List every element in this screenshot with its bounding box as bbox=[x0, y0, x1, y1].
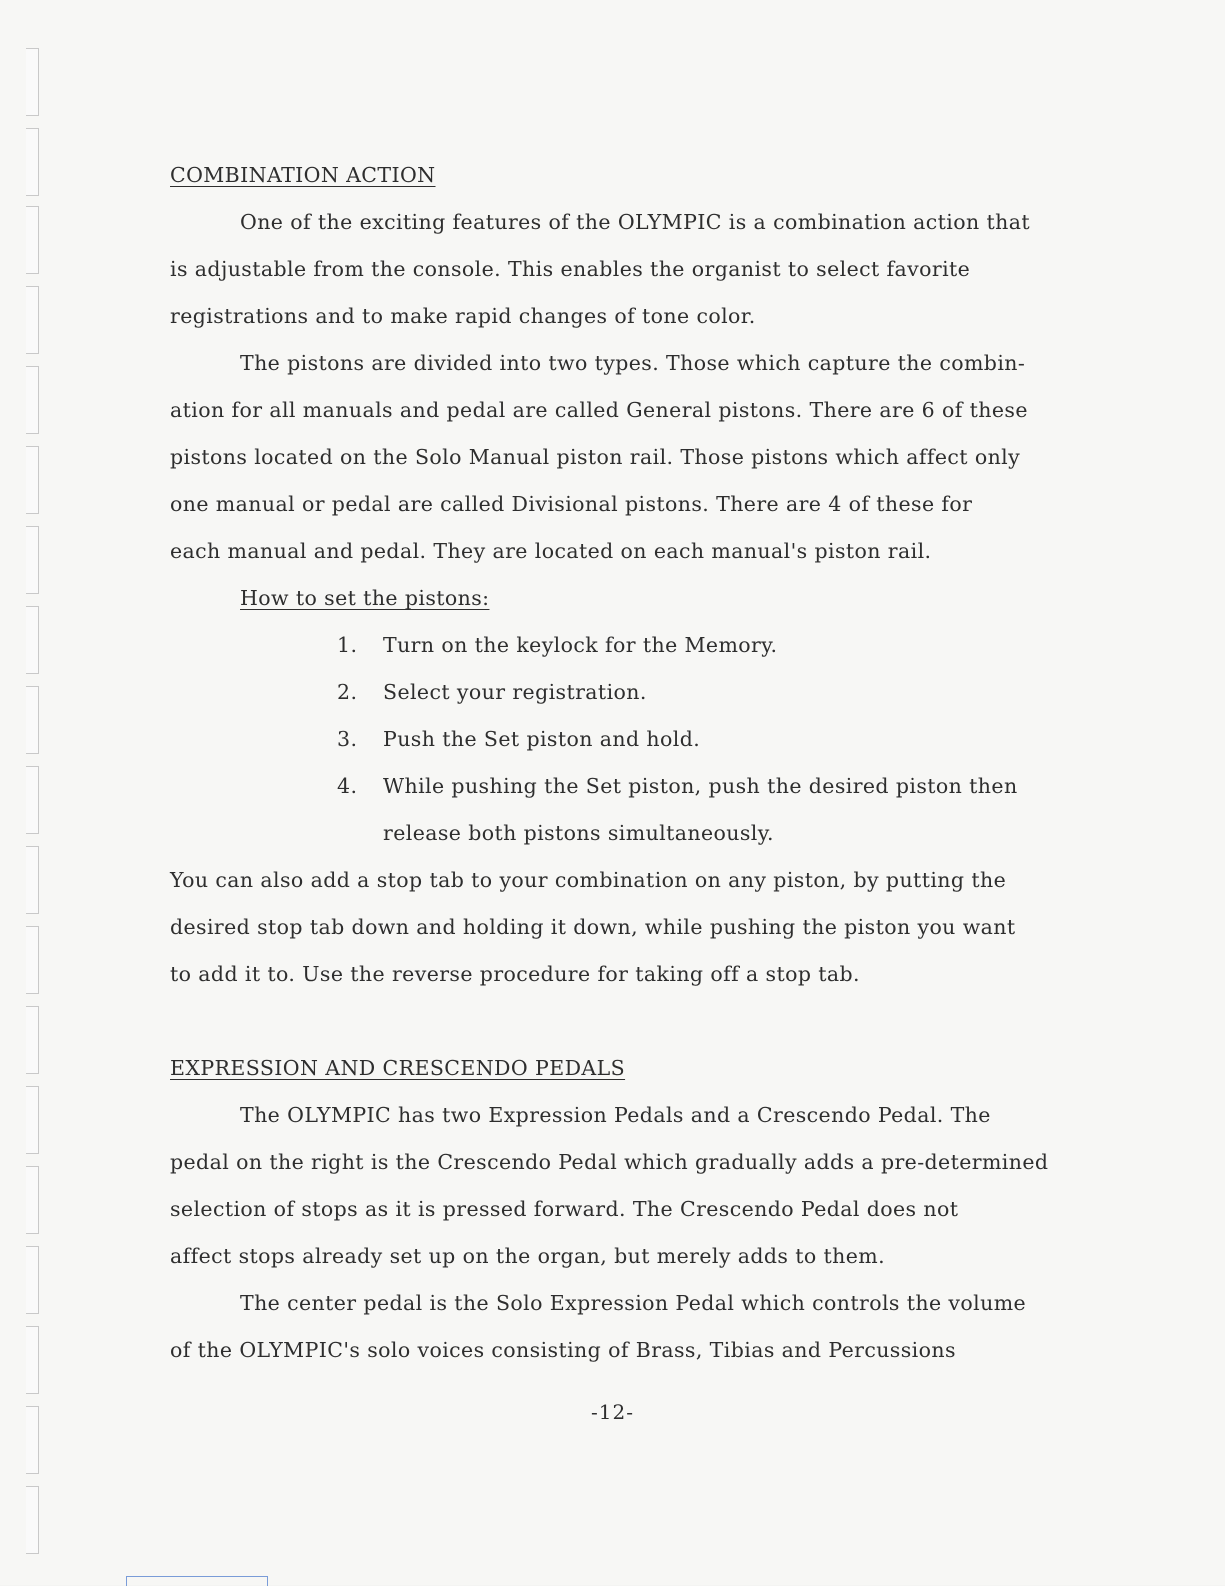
punch-hole bbox=[26, 128, 39, 196]
subheading-row bbox=[170, 575, 1130, 622]
paragraph-line: The pistons are divided into two types. Those which capture the combin- bbox=[240, 351, 1026, 375]
list-item bbox=[170, 716, 1130, 763]
section-combination-action bbox=[170, 152, 1130, 199]
section-expression-crescendo bbox=[170, 1045, 1130, 1092]
step-text: Select your registration. bbox=[383, 680, 647, 704]
punch-hole bbox=[26, 1086, 39, 1154]
sub-heading: How to set the pistons: bbox=[240, 586, 490, 610]
punch-hole bbox=[26, 286, 39, 354]
step-number: 4. bbox=[337, 774, 358, 798]
list-item-continuation bbox=[170, 810, 1130, 857]
step-text: While pushing the Set piston, push the desired piston then bbox=[383, 774, 1018, 798]
punch-hole bbox=[26, 1486, 39, 1554]
punch-hole bbox=[26, 446, 39, 514]
step-text: release both pistons simultaneously. bbox=[383, 821, 774, 845]
step-text: Turn on the keylock for the Memory. bbox=[383, 633, 778, 657]
punch-hole bbox=[26, 1246, 39, 1314]
punch-hole bbox=[26, 1166, 39, 1234]
punch-hole bbox=[26, 686, 39, 754]
punch-hole bbox=[26, 48, 39, 116]
punch-hole bbox=[26, 526, 39, 594]
punch-hole bbox=[26, 366, 39, 434]
paragraph-line: You can also add a stop tab to your combination on any piston, by putting the bbox=[170, 868, 1007, 892]
list-item bbox=[170, 669, 1130, 716]
paragraph-line: selection of stops as it is pressed forward. The Crescendo Pedal does not bbox=[170, 1197, 959, 1221]
paragraph-line: each manual and pedal. They are located on each manual's piston rail. bbox=[170, 539, 932, 563]
punch-hole bbox=[26, 606, 39, 674]
section-heading: COMBINATION ACTION bbox=[170, 163, 436, 187]
paragraph-line: pistons located on the Solo Manual piston rail. Those pistons which affect only bbox=[170, 445, 1021, 469]
punch-hole bbox=[26, 1326, 39, 1394]
step-number: 3. bbox=[337, 727, 358, 751]
step-number: 1. bbox=[337, 633, 358, 657]
punch-holes bbox=[0, 0, 42, 1585]
punch-hole bbox=[26, 206, 39, 274]
paragraph-line: desired stop tab down and holding it down, while pushing the piston you want bbox=[170, 915, 1016, 939]
page-number: -12- bbox=[591, 1400, 634, 1424]
step-number: 2. bbox=[337, 680, 358, 704]
list-item bbox=[170, 763, 1130, 810]
paragraph-line: pedal on the right is the Crescendo Pedal which gradually adds a pre-determined bbox=[170, 1150, 1049, 1174]
page-content bbox=[170, 152, 1130, 1374]
punch-hole bbox=[26, 846, 39, 914]
section-spacer bbox=[170, 998, 1130, 1045]
paragraph-line: one manual or pedal are called Divisional pistons. There are 4 of these for bbox=[170, 492, 973, 516]
punch-hole bbox=[26, 1006, 39, 1074]
paragraph-line: ation for all manuals and pedal are called General pistons. There are 6 of these bbox=[170, 398, 1028, 422]
punch-hole bbox=[26, 926, 39, 994]
paragraph-line: affect stops already set up on the organ, but merely adds to them. bbox=[170, 1244, 886, 1268]
paragraph-line: is adjustable from the console. This enables the organist to select favorite bbox=[170, 257, 971, 281]
punch-hole bbox=[26, 766, 39, 834]
section-heading: EXPRESSION AND CRESCENDO PEDALS bbox=[170, 1056, 626, 1080]
paragraph-line: of the OLYMPIC's solo voices consisting of Brass, Tibias and Percussions bbox=[170, 1338, 956, 1362]
step-text: Push the Set piston and hold. bbox=[383, 727, 701, 751]
list-item bbox=[170, 622, 1130, 669]
paragraph-line: One of the exciting features of the OLYMPIC is a combination action that bbox=[240, 210, 1030, 234]
paragraph-line: The center pedal is the Solo Expression Pedal which controls the volume bbox=[240, 1291, 1027, 1315]
paragraph-line: The OLYMPIC has two Expression Pedals and a Crescendo Pedal. The bbox=[240, 1103, 991, 1127]
paragraph-line: registrations and to make rapid changes of tone color. bbox=[170, 304, 756, 328]
paragraph-line: to add it to. Use the reverse procedure for taking off a stop tab. bbox=[170, 962, 860, 986]
